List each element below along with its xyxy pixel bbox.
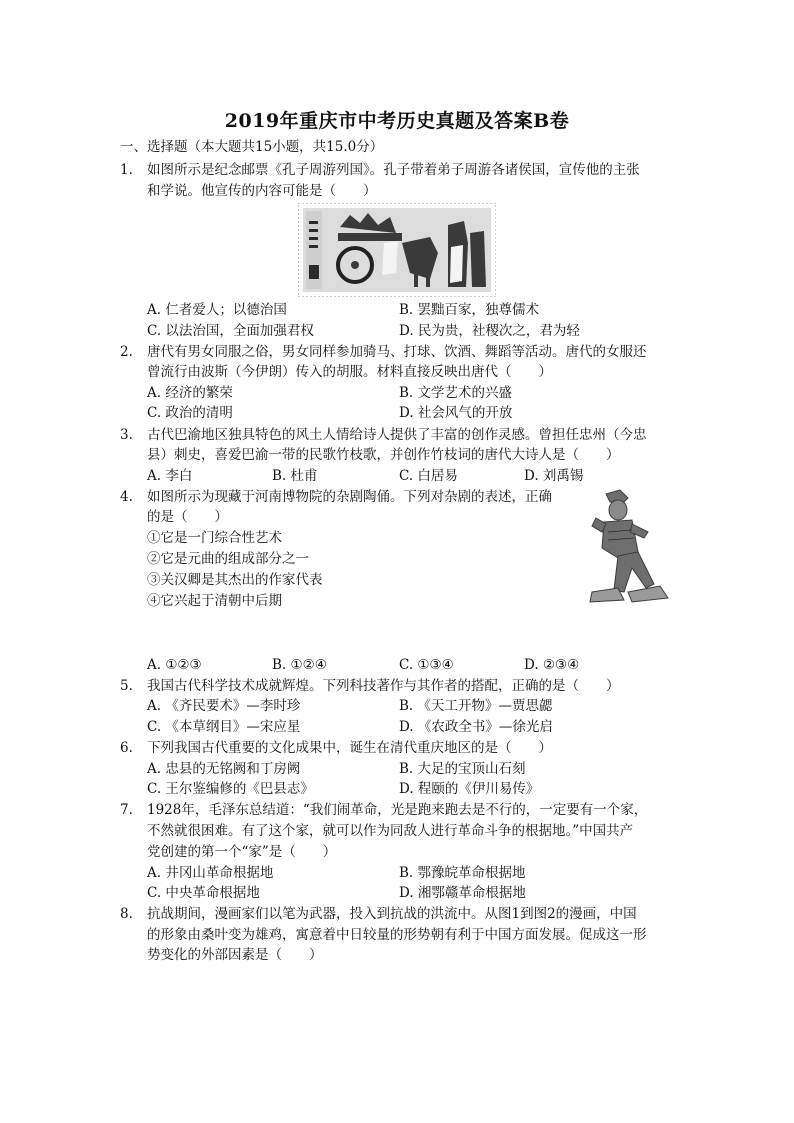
section-heading: 一、选择题（本大题共15小题，共15.0分） [120,139,384,155]
question-number: 2. [120,344,133,360]
question-text: 我国古代科学技术成就辉煌。下列科技著作与其作者的搭配，正确的是（ ） [147,678,620,694]
question-text: 如图所示为现藏于河南博物院的杂剧陶俑。下列对杂剧的表述，正确 [147,489,552,505]
option-c[interactable]: C. 中央革命根据地 [147,885,260,901]
option-b[interactable]: B. 杜甫 [272,468,318,484]
option-d[interactable]: D. 民为贵，社稷次之，君为轻 [399,323,580,339]
option-a[interactable]: A. 经济的繁荣 [147,385,233,401]
option-c[interactable]: C. 以法治国，全面加强君权 [147,323,314,339]
question-text: 和学说。他宣传的内容可能是（ ） [147,183,377,199]
question-text: 下列我国古代重要的文化成果中，诞生在清代重庆地区的是（ ） [147,740,552,756]
question-number: 1. [120,162,133,178]
question-text: 唐代有男女同服之俗，男女同样参加骑马、打球、饮酒、舞蹈等活动。唐代的女服还 [147,344,647,360]
question-text: 势变化的外部因素是（ ） [147,947,323,963]
option-d[interactable]: D. 刘禹锡 [524,468,584,484]
opera-figurine-image [588,488,672,606]
question-number: 8. [120,906,133,922]
question-number: 5. [120,678,133,694]
question-text: 的是（ ） [147,509,228,525]
question-number: 4. [120,489,133,505]
option-b[interactable]: B. ①②④ [272,657,327,673]
statement-4: ④它兴起于清朝中后期 [147,593,282,609]
option-a[interactable]: A. 井冈山革命根据地 [147,865,274,881]
option-c[interactable]: C. 白居易 [399,468,458,484]
statement-2: ②它是元曲的组成部分之一 [147,551,309,567]
option-c[interactable]: C. 政治的清明 [147,405,233,421]
stamp-image [298,203,496,297]
question-text: 1928年，毛泽东总结道：“我们闹革命，光是跑来跑去是不行的，一定要有一个家， [147,802,648,818]
option-a[interactable]: A. 仁者爱人；以德治国 [147,302,287,318]
question-text: 曾流行由波斯（今伊朗）传入的胡服。材料直接反映出唐代（ ） [147,364,552,380]
question-number: 3. [120,427,133,443]
option-d[interactable]: D. 《农政全书》—徐光启 [399,719,553,735]
question-text: 抗战期间，漫画家们以笔为武器，投入到抗战的洪流中。从图1到图2的漫画，中国 [147,906,637,922]
option-c[interactable]: C. 《本草纲目》—宋应星 [147,719,301,735]
question-number: 7. [120,802,133,818]
option-c[interactable]: C. ①③④ [399,657,454,673]
option-d[interactable]: D. 湘鄂赣革命根据地 [399,885,526,901]
question-text: 的形象由桑叶变为雄鸡，寓意着中日较量的形势朝有利于中国方面发展。促成这一形 [147,927,647,943]
page-title: 2019年重庆市中考历史真题及答案B卷 [224,110,570,132]
option-b[interactable]: B. 大足的宝顶山石刻 [399,761,526,777]
option-b[interactable]: B. 《天工开物》—贾思勰 [399,698,553,714]
option-d[interactable]: D. 社会风气的开放 [399,405,513,421]
question-text: 党创建的第一个“家”是（ ） [147,844,337,860]
question-text: 古代巴渝地区独具特色的风土人情给诗人提供了丰富的创作灵感。曾担任忠州（今忠 [147,427,647,443]
option-a[interactable]: A. 《齐民要术》—李时珍 [147,698,301,714]
question-text: 如图所示是纪念邮票《孔子周游列国》。孔子带着弟子周游各诸侯国，宣传他的主张 [147,162,640,178]
option-b[interactable]: B. 文学艺术的兴盛 [399,385,513,401]
option-d[interactable]: D. 程颐的《伊川易传》 [399,781,540,797]
option-a[interactable]: A. 李白 [147,468,193,484]
statement-1: ①它是一门综合性艺术 [147,530,282,546]
statement-3: ③关汉卿是其杰出的作家代表 [147,572,323,588]
option-a[interactable]: A. ①②③ [147,657,202,673]
question-text: 县）刺史，喜爱巴渝一带的民歌竹枝歌，并创作竹枝词的唐代大诗人是（ ） [147,447,620,463]
option-b[interactable]: B. 鄂豫皖革命根据地 [399,865,526,881]
option-a[interactable]: A. 忠县的无铭阙和丁房阙 [147,761,301,777]
option-b[interactable]: B. 罢黜百家，独尊儒术 [399,302,540,318]
option-d[interactable]: D. ②③④ [524,657,580,673]
option-c[interactable]: C. 王尔鉴编修的《巴县志》 [147,781,314,797]
question-text: 不然就很困难。有了这个家，就可以作为同敌人进行革命斗争的根据地。”中国共产 [147,823,634,839]
question-number: 6. [120,740,133,756]
